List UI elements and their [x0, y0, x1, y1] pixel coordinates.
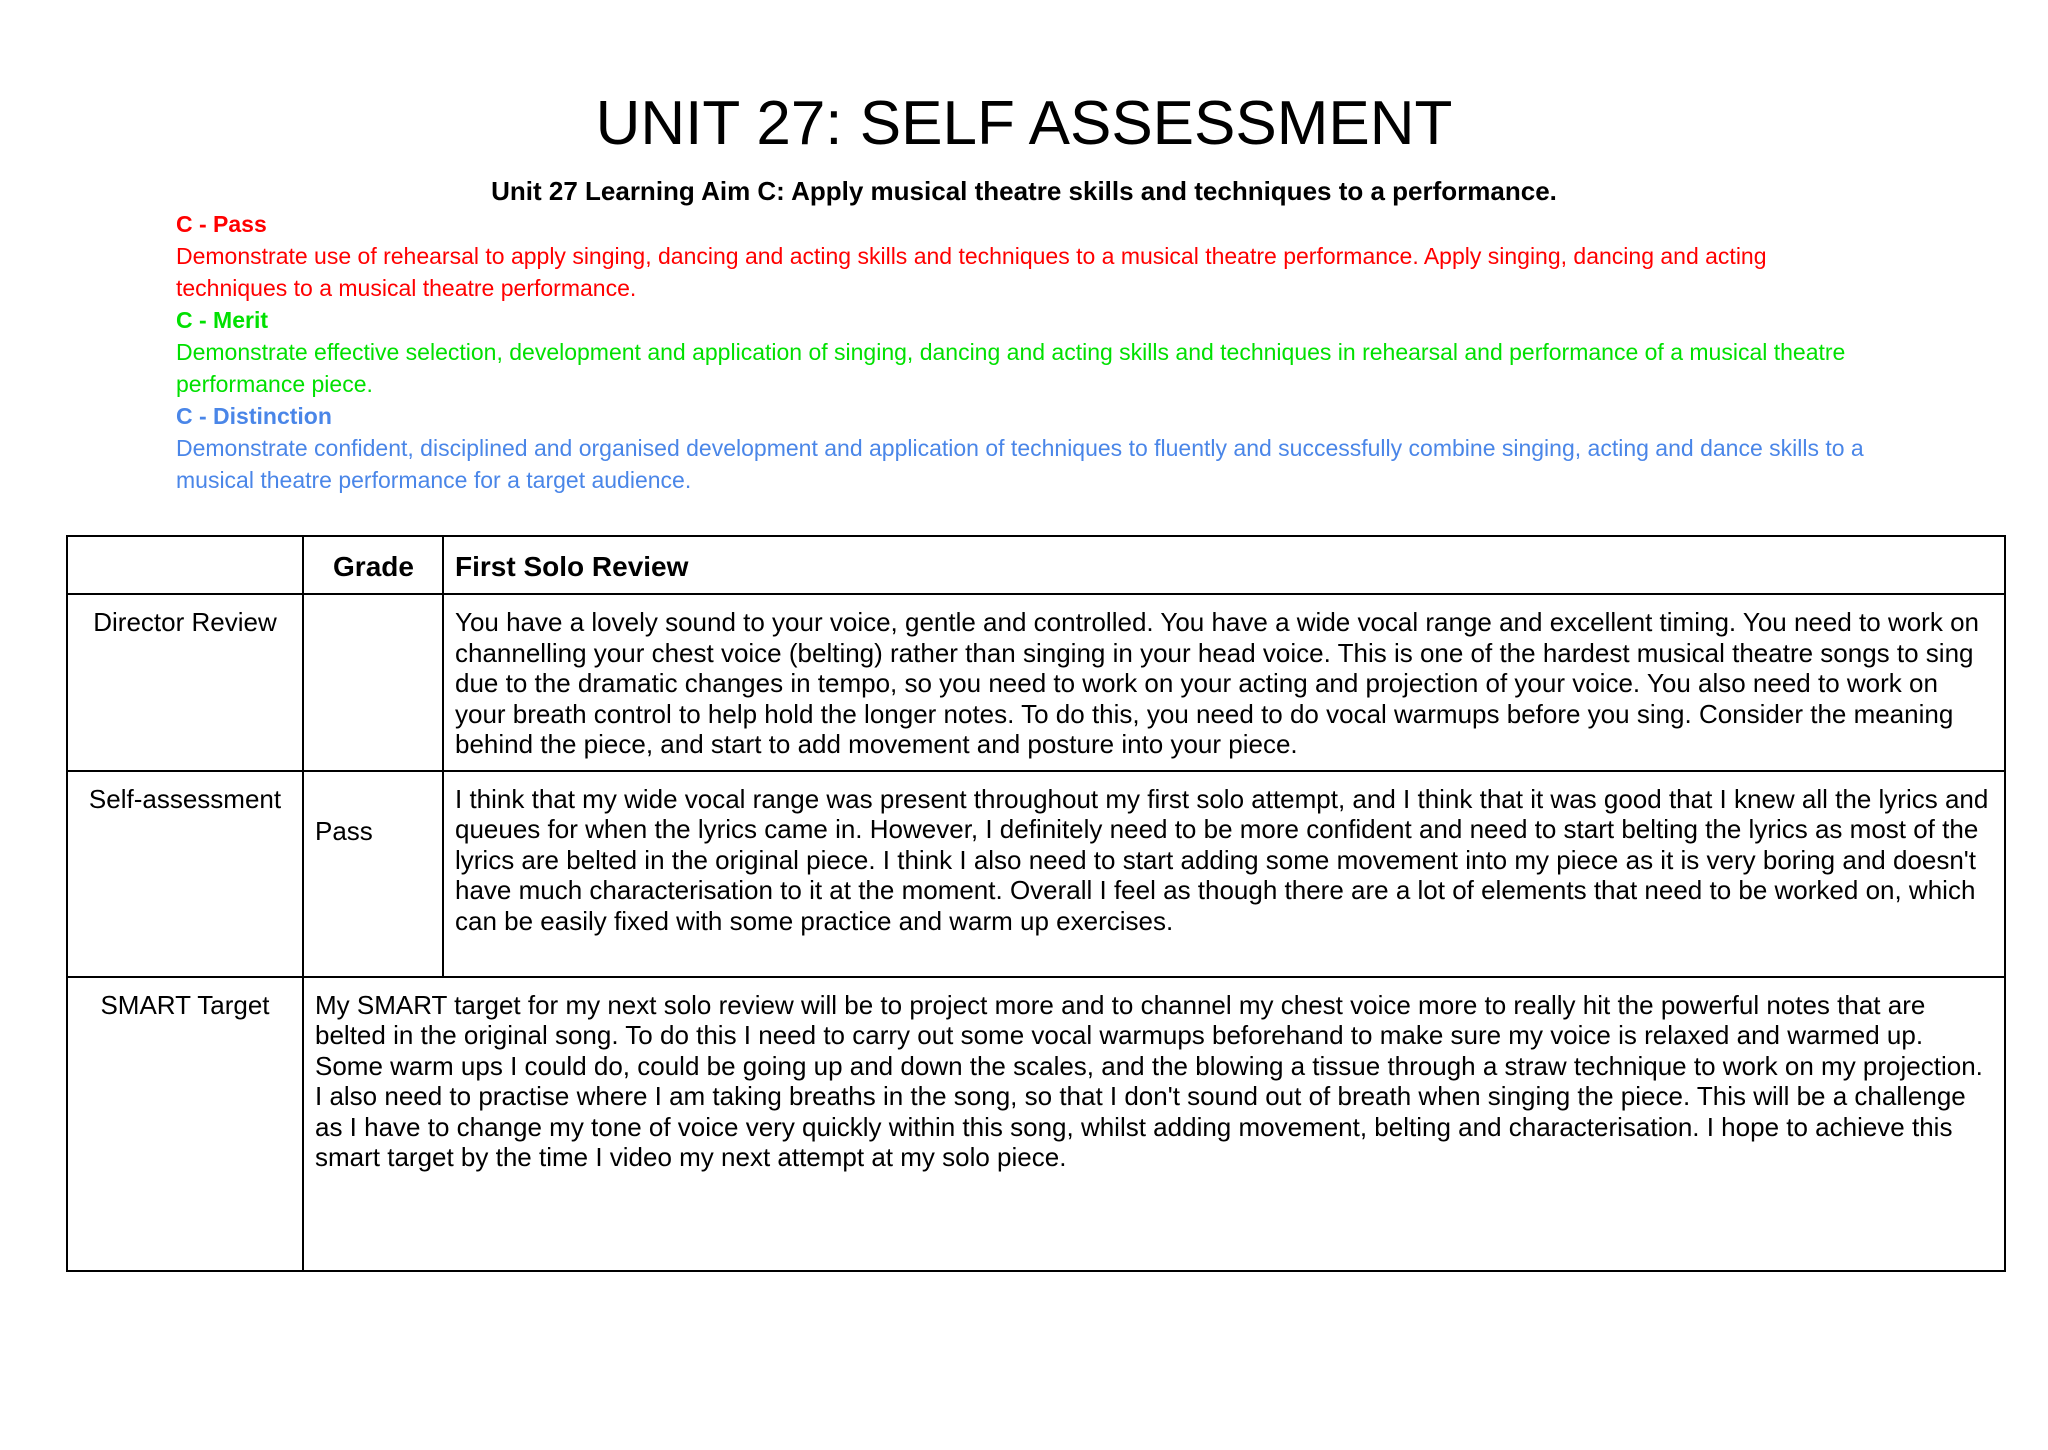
criterion-distinction-label: C - Distinction — [176, 403, 332, 429]
smart-target-text: My SMART target for my next solo review will be to project more and to channel my chest voice more to really hit the powerful notes that are belted in the original song. To do this I need to carry out some vocal warmups beforehand to make sure my voice is relaxed and warmed up. Some warm ups I could do, could be going up and down the scales, and the blowing a tissue through a straw technique to work on my projection. I also need to practise where I am taking breaths in the song, so that I don't sound out of breath when singing the piece. This will be a challenge as I have to change my tone of voice very quickly within this song, whilst adding movement, belting and characterisation. I hope to achieve this smart target by the time I video my next attempt at my solo piece. — [303, 977, 2005, 1271]
criterion-merit — [176, 304, 1876, 400]
self-assessment-grade: Pass — [303, 771, 443, 977]
criterion-pass-label: C - Pass — [176, 211, 267, 237]
criterion-merit-label: C - Merit — [176, 307, 268, 333]
criterion-pass — [176, 208, 1876, 304]
self-assessment-label: Self-assessment — [67, 771, 303, 977]
criteria-list — [176, 208, 1876, 496]
learning-aim-heading: Unit 27 Learning Aim C: Apply musical theatre skills and techniques to a performance. — [491, 176, 1557, 206]
header-blank-cell — [67, 536, 303, 594]
table-row-director-review — [67, 594, 2005, 771]
review-table — [66, 535, 2006, 1272]
criterion-merit-text: Demonstrate effective selection, development and application of singing, dancing and acting skills and techniques in rehearsal and performance of a musical theatre performance piece. — [176, 339, 1846, 397]
criterion-distinction-text: Demonstrate confident, disciplined and organised development and application of techniques to fluently and successfully combine singing, acting and dance skills to a musical theatre performance for a target audience. — [176, 435, 1864, 493]
smart-target-label: SMART Target — [67, 977, 303, 1271]
criterion-pass-text: Demonstrate use of rehearsal to apply singing, dancing and acting skills and techniques to a musical theatre performance. Apply singing, dancing and acting techniques to a musical theatre performance. — [176, 243, 1767, 301]
header-first-solo-review: First Solo Review — [443, 536, 2005, 594]
self-assessment-text: I think that my wide vocal range was present throughout my first solo attempt, and I think that it was good that I knew all the lyrics and queues for when the lyrics came in. However, I definitely need to be more confident and need to start belting the lyrics as most of the lyrics are belted in the original piece. I think I also need to start adding some movement into my piece as it is very boring and doesn't have much characterisation to it at the moment. Overall I feel as though there are a lot of elements that need to be worked on, which can be easily fixed with some practice and warm up exercises. — [443, 771, 2005, 977]
page-title: UNIT 27: SELF ASSESSMENT — [595, 89, 1453, 158]
director-review-label: Director Review — [67, 594, 303, 771]
header-grade: Grade — [303, 536, 443, 594]
table-row-self-assessment — [67, 771, 2005, 977]
table-row-smart-target — [67, 977, 2005, 1271]
director-review-text: You have a lovely sound to your voice, gentle and controlled. You have a wide vocal range and excellent timing. You need to work on channelling your chest voice (belting) rather than singing in your head voice. This is one of the hardest musical theatre songs to sing due to the dramatic changes in tempo, so you need to work on your acting and projection of your voice. You also need to work on your breath control to help hold the longer notes. To do this, you need to do vocal warmups before you sing. Consider the meaning behind the piece, and start to add movement and posture into your piece. — [443, 594, 2005, 771]
criterion-distinction — [176, 400, 1876, 496]
table-header-row — [67, 536, 2005, 594]
director-review-grade — [303, 594, 443, 771]
